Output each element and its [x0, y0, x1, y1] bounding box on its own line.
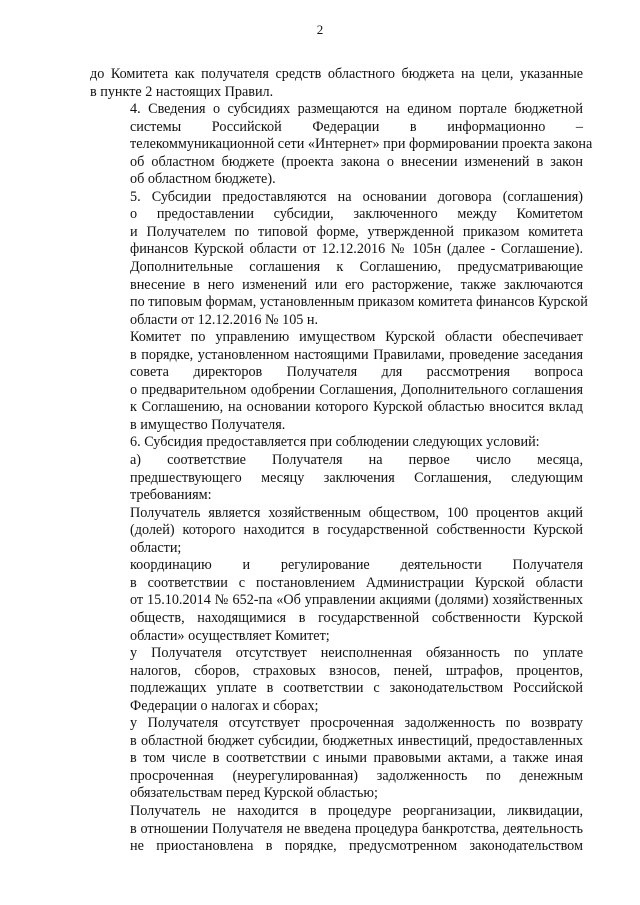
text-line: (долей) которого находится в государственной собственности Курской	[130, 522, 583, 539]
text-line: области;	[130, 539, 182, 556]
text-line: Федерации о налогах и сборах;	[130, 697, 319, 714]
text-line: в соответствии с постановлением Администрации Курской области	[130, 574, 583, 591]
page-number: 2	[316, 22, 324, 37]
text-line: совета директоров Получателя для рассмотрения вопроса	[130, 364, 583, 381]
text-line: системы Российской Федерации в информационно –	[130, 118, 583, 135]
text-line: в порядке, установленном настоящими Правилами, проведение заседания	[130, 346, 583, 363]
text-line: координацию и регулирование деятельности Получателя	[130, 557, 583, 574]
text-line: области от 12.12.2016 № 105 н.	[130, 311, 319, 328]
text-line: об областном бюджете (проекта закона о внесении изменений в закон	[130, 153, 583, 170]
text-line: 5. Субсидии предоставляются на основании договора (соглашения)	[130, 188, 583, 205]
text-line: об областном бюджете).	[130, 171, 276, 188]
text-line: области» осуществляет Комитет;	[130, 627, 330, 644]
text-line: в отношении Получателя не введена процедура банкротства, деятельность	[130, 820, 583, 837]
paragraph-item-5	[90, 188, 588, 329]
text-line: в пункте 2 настоящих Правил.	[90, 83, 274, 100]
text-line: о предоставлении субсидии, заключенного между Комитетом	[130, 206, 583, 223]
paragraph-requirement-reorganization	[90, 803, 583, 856]
text-line: 4. Сведения о субсидиях размещаются на едином портале бюджетной	[130, 101, 583, 118]
text-line: Получатель не находится в процедуре реорганизации, ликвидации,	[130, 802, 583, 819]
text-line: Комитет по управлению имуществом Курской области обеспечивает	[130, 329, 583, 346]
text-line: просроченная (неурегулированная) задолженность по денежным	[130, 767, 583, 784]
text-line: обществ, находящимися в государственной собственности Курской	[130, 609, 583, 626]
text-line: к Соглашению, на основании которого Курской областью вносится вклад	[130, 399, 583, 416]
text-line: телекоммуникационной сети «Интернет» при формировании проекта закона	[130, 136, 593, 153]
text-line: не приостановлена в порядке, предусмотренном законодательством	[130, 838, 583, 855]
paragraph-item-6a	[90, 452, 583, 505]
paragraph-item-6	[90, 434, 583, 452]
text-line: по типовым формам, установленным приказом комитета финансов Курской	[130, 294, 588, 311]
text-line: обязательствам перед Курской областью;	[130, 785, 378, 802]
paragraph-continuation	[90, 66, 583, 101]
paragraph-property-committee	[90, 329, 583, 434]
text-line: Дополнительные соглашения к Соглашению, предусматривающие	[130, 259, 583, 276]
text-line: в областной бюджет субсидии, бюджетных инвестиций, предоставленных	[130, 732, 583, 749]
text-line: в имущество Получателя.	[130, 416, 286, 433]
text-line: Получатель является хозяйственным обществом, 100 процентов акций	[130, 504, 583, 521]
text-line: и Получателем по типовой форме, утвержденной приказом комитета	[130, 223, 583, 240]
paragraph-item-4	[90, 101, 593, 189]
text-line: 6. Субсидия предоставляется при соблюдении следующих условий:	[130, 434, 540, 451]
text-line: у Получателя отсутствует просроченная задолженность по возврату	[130, 715, 583, 732]
paragraph-requirement-taxes	[90, 645, 583, 715]
text-line: о предварительном одобрении Соглашения, Дополнительного соглашения	[130, 381, 583, 398]
text-line: от 15.10.2014 № 652-па «Об управлении акциями (долями) хозяйственных	[130, 592, 583, 609]
paragraph-requirement-ownership	[90, 505, 583, 558]
document-body	[90, 66, 593, 856]
text-line: у Получателя отсутствует неисполненная обязанность по уплате	[130, 645, 583, 662]
text-line: а) соответствие Получателя на первое число месяца,	[130, 452, 583, 469]
paragraph-requirement-coordination	[90, 557, 583, 645]
text-line: до Комитета как получателя средств областного бюджета на цели, указанные	[90, 66, 583, 82]
text-line: налогов, сборов, страховых взносов, пеней, штрафов, процентов,	[130, 662, 583, 679]
text-line: требованиям:	[130, 487, 212, 504]
text-line: финансов Курской области от 12.12.2016 № 105н (далее - Соглашение).	[130, 241, 583, 258]
text-line: внесение в него изменений или его расторжение, также заключаются	[130, 276, 583, 293]
text-line: в том числе в соответствии с иными правовыми актами, а также иная	[130, 750, 583, 767]
paragraph-requirement-debt	[90, 715, 583, 803]
text-line: подлежащих уплате в соответствии с законодательством Российской	[130, 680, 583, 697]
text-line: предшествующего месяцу заключения Соглашения, следующим	[130, 469, 583, 486]
